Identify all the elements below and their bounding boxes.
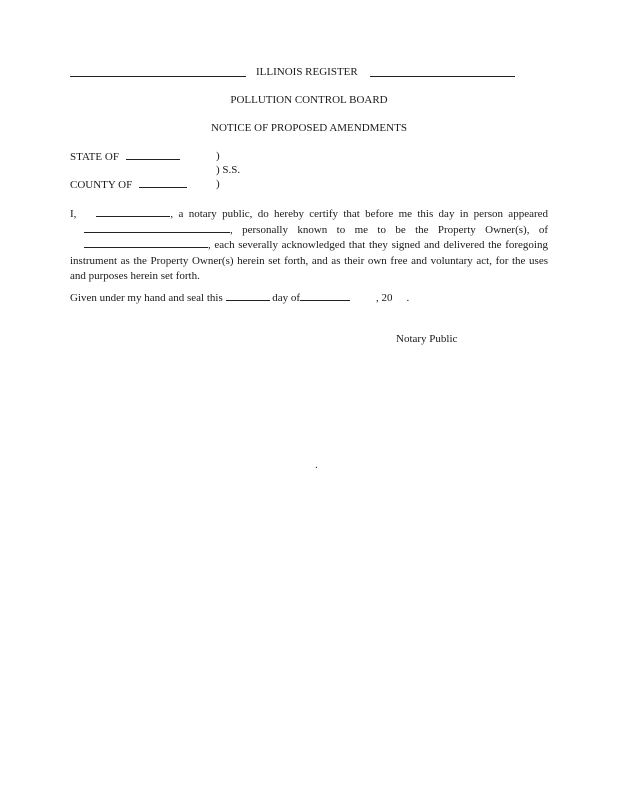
board-title: POLLUTION CONTROL BOARD bbox=[230, 94, 388, 106]
paren-bot: ) bbox=[216, 178, 220, 190]
notary-public-label: Notary Public bbox=[396, 333, 458, 345]
state-line bbox=[70, 150, 180, 164]
given-part1: Given under my hand and seal this bbox=[70, 292, 223, 304]
county-line bbox=[70, 178, 187, 192]
given-part3: , 20 bbox=[376, 292, 393, 304]
state-label: STATE OF bbox=[70, 151, 119, 163]
day-blank[interactable] bbox=[226, 291, 270, 301]
header-rule-right bbox=[370, 76, 515, 77]
property-blank[interactable] bbox=[84, 238, 208, 248]
month-blank[interactable] bbox=[300, 291, 350, 301]
footer-mark: . bbox=[315, 459, 318, 471]
paren-mid: ) S.S. bbox=[216, 164, 241, 176]
lead-text: I, bbox=[70, 208, 77, 220]
state-blank[interactable] bbox=[126, 150, 180, 160]
certification-paragraph bbox=[70, 207, 548, 285]
body-part1: , a notary public, do hereby certify that before me this day in person appeared bbox=[170, 208, 548, 220]
paren-top: ) bbox=[216, 150, 220, 162]
notary-name-blank[interactable] bbox=[96, 207, 170, 217]
given-line bbox=[70, 291, 409, 305]
notice-title: NOTICE OF PROPOSED AMENDMENTS bbox=[211, 122, 407, 134]
body-part2: , personally known to me to be the Property Owner(s), of bbox=[230, 223, 548, 236]
county-blank[interactable] bbox=[139, 178, 187, 188]
given-part2: day of bbox=[272, 292, 301, 304]
given-part4: . bbox=[406, 292, 410, 304]
appeared-name-blank[interactable] bbox=[84, 223, 230, 233]
body-part3: , each severally acknowledged that they signed and delivered the foregoing instrument as the Property Owner(s) herein set forth, and as their own free and voluntary act, for the uses and purposes herein set forth. bbox=[70, 239, 548, 282]
register-title: ILLINOIS REGISTER bbox=[256, 66, 358, 78]
header-rule-left bbox=[70, 76, 246, 77]
county-label: COUNTY OF bbox=[70, 179, 133, 191]
